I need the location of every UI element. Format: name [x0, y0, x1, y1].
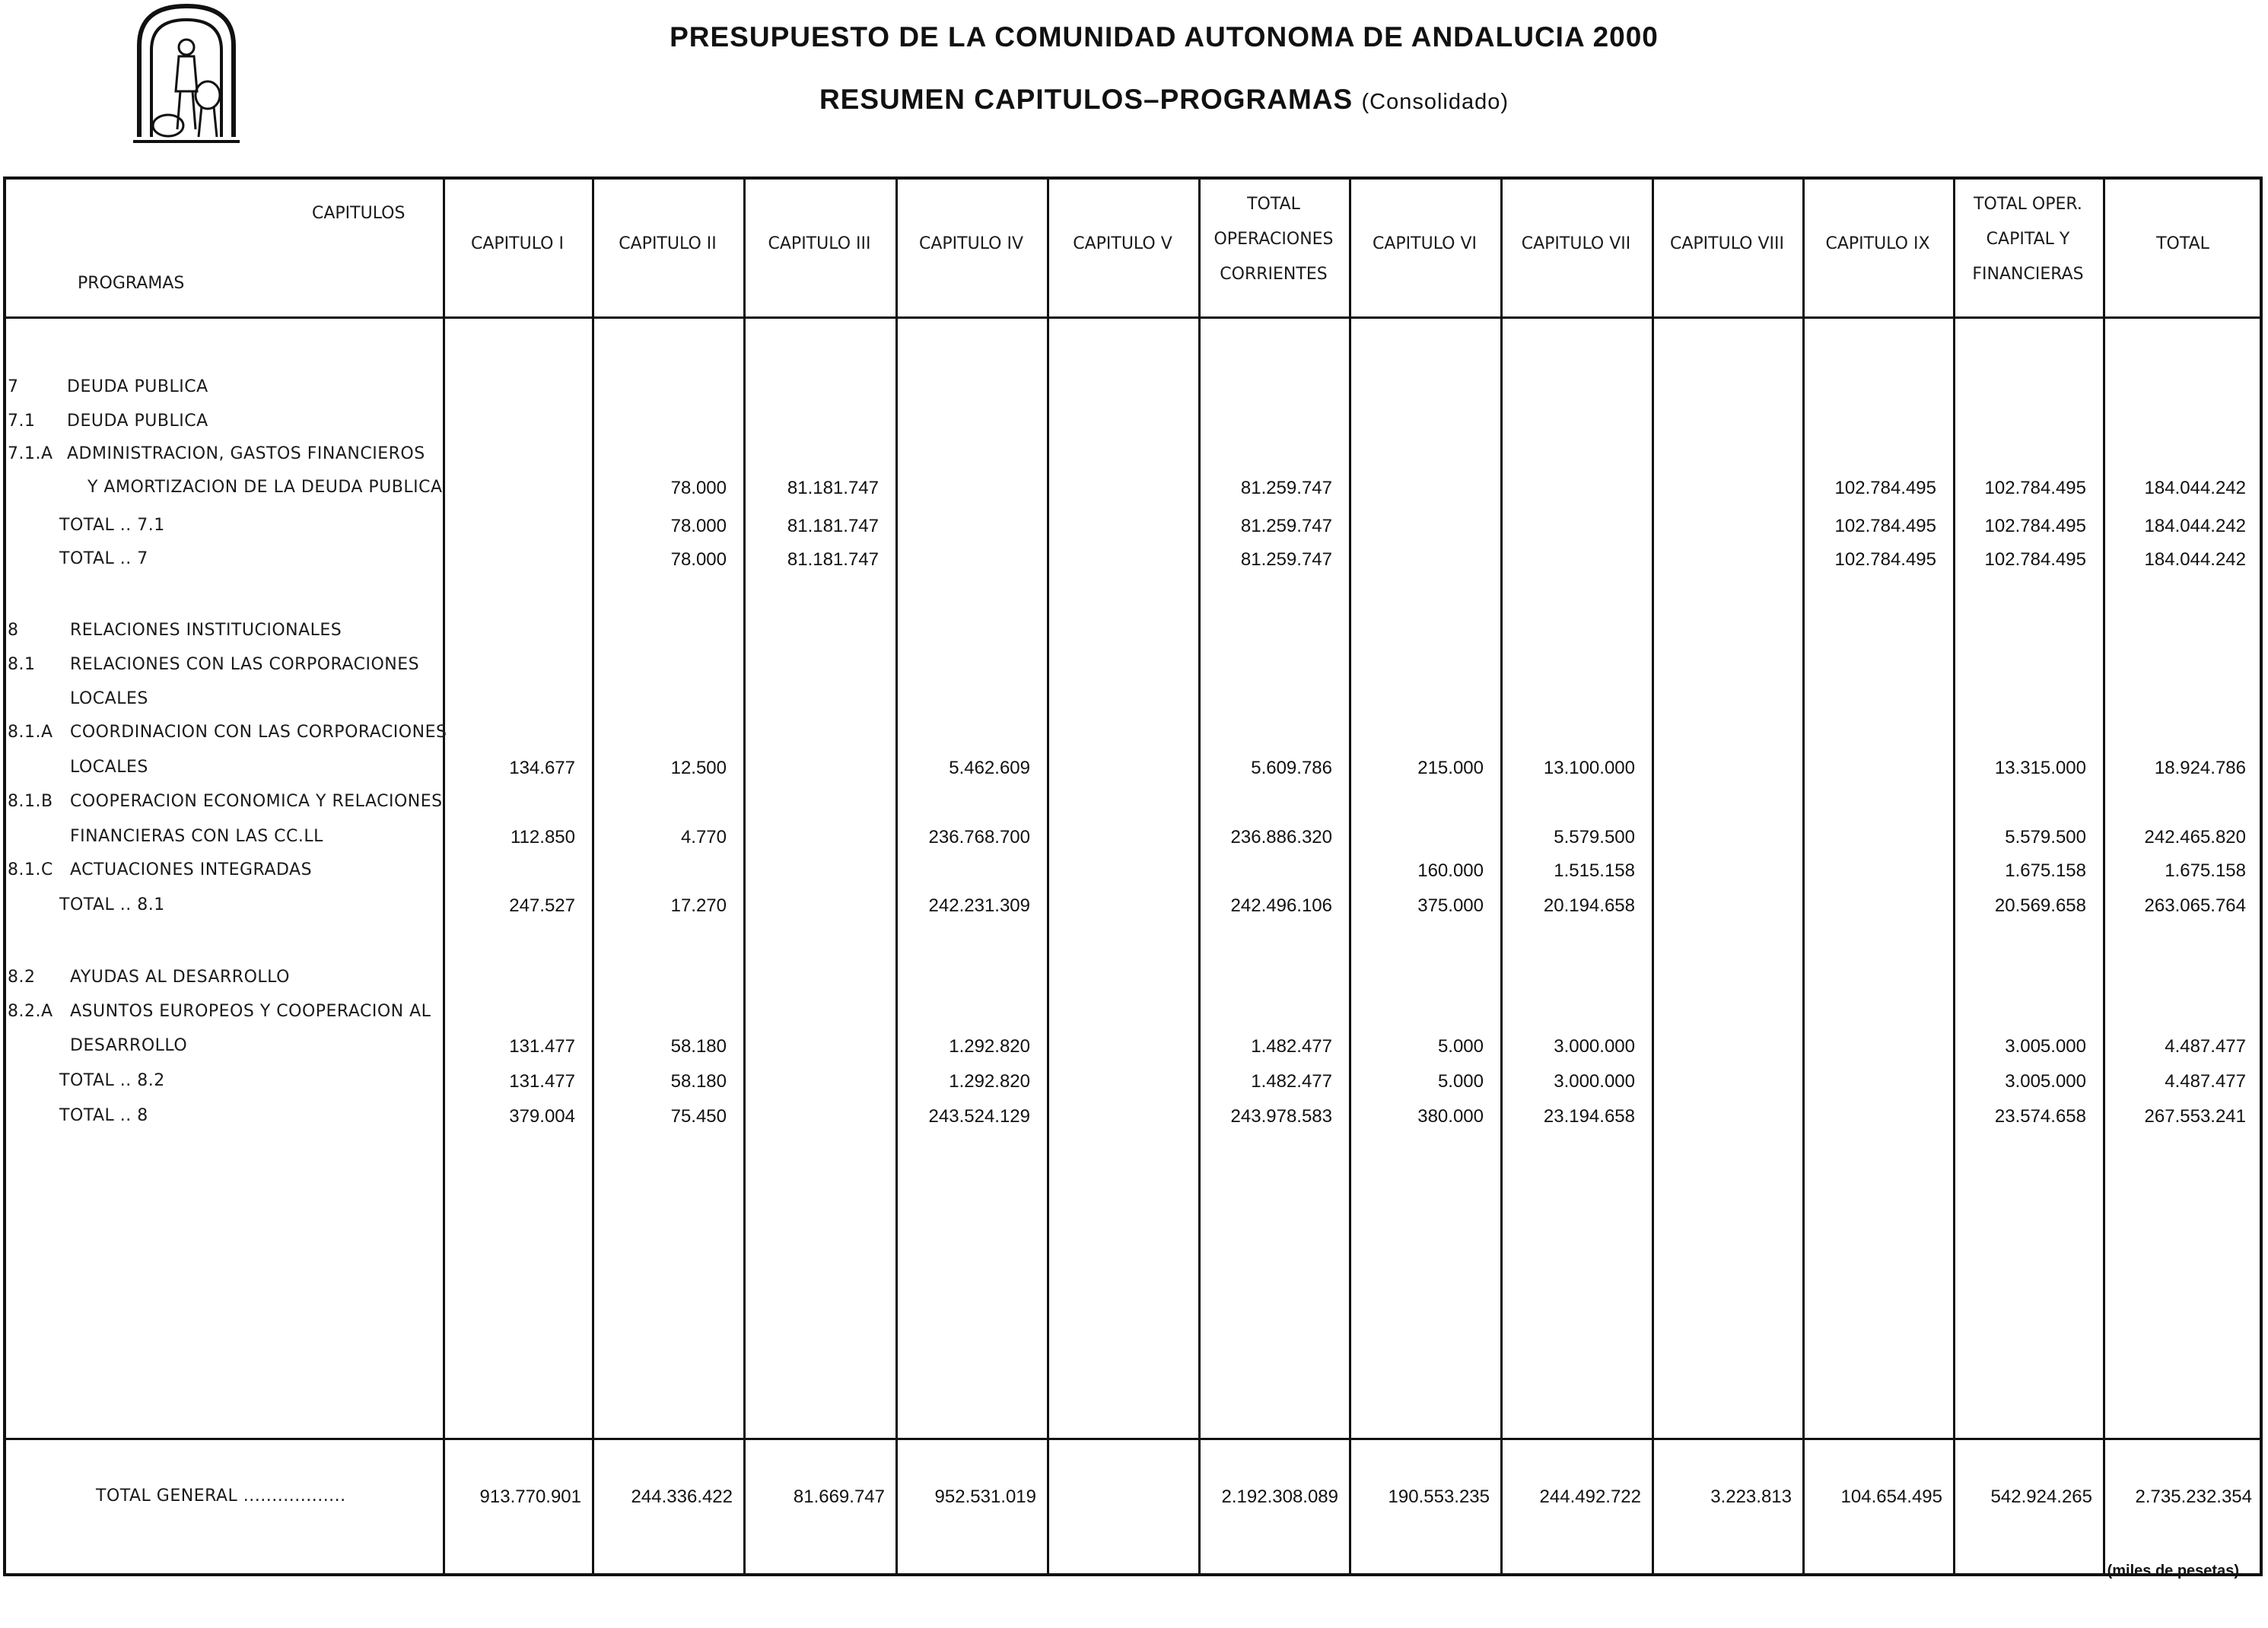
table-row [0, 621, 2268, 651]
total-cell-value: 3.223.813 [1710, 1487, 1792, 1507]
currency-note: (miles de pesetas) [2107, 1563, 2239, 1579]
column-header [1349, 227, 1500, 262]
row-label: RELACIONES CON LAS CORPORACIONES [70, 655, 420, 674]
cell-value: 23.194.658 [1543, 1106, 1635, 1127]
total-cell-value: 2.735.232.354 [2135, 1487, 2252, 1507]
row-label: DEUDA PUBLICA [67, 377, 208, 396]
page-subtitle [0, 84, 2268, 116]
column-header [743, 227, 895, 262]
cell-value: 23.574.658 [1994, 1106, 2086, 1127]
table-row [0, 895, 2268, 926]
cell-value: 263.065.764 [2144, 895, 2246, 916]
row-label: LOCALES [70, 689, 148, 708]
total-cell-value: 81.669.747 [793, 1487, 885, 1507]
row-code: 8.1.B [8, 792, 53, 811]
column-header [592, 227, 743, 262]
cell-value: 102.784.495 [1984, 478, 2086, 498]
row-label: COORDINACION CON LAS CORPORACIONES [70, 723, 447, 742]
cell-value: 102.784.495 [1984, 516, 2086, 536]
cell-value: 247.527 [509, 895, 575, 916]
cell-value: 1.482.477 [1251, 1071, 1332, 1092]
cell-value: 1.292.820 [949, 1071, 1030, 1092]
cell-value: 102.784.495 [1984, 549, 2086, 570]
cell-value: 1.675.158 [2005, 860, 2086, 881]
row-code: 8.1 [8, 655, 36, 674]
total-cell-value: 104.654.495 [1840, 1487, 1942, 1507]
table-row [0, 516, 2268, 546]
row-label: RELACIONES INSTITUCIONALES [70, 621, 342, 640]
cell-value: 267.553.241 [2144, 1106, 2246, 1127]
cell-value: 78.000 [670, 549, 727, 570]
column-header-line: CAPITULO VII [1521, 234, 1631, 253]
row-label: DESARROLLO [70, 1036, 188, 1055]
column-header-line: CORRIENTES [1220, 265, 1328, 284]
subtitle-note: (Consolidado) [1361, 90, 1509, 114]
cell-value: 1.675.158 [2165, 860, 2246, 881]
cell-value: 102.784.495 [1834, 478, 1936, 498]
cell-value: 3.005.000 [2005, 1036, 2086, 1057]
cell-value: 3.000.000 [1554, 1071, 1635, 1092]
column-header [2103, 227, 2263, 262]
column-header-line: CAPITULO I [471, 234, 564, 253]
cell-value: 4.487.477 [2165, 1071, 2246, 1092]
cell-value: 78.000 [670, 478, 727, 498]
table-row [0, 1106, 2268, 1137]
cell-value: 5.579.500 [1554, 827, 1635, 847]
cell-value: 13.315.000 [1994, 758, 2086, 778]
total-cell-value: 190.553.235 [1388, 1487, 1490, 1507]
column-header-line: FINANCIERAS [1972, 265, 2084, 284]
cell-value: 20.194.658 [1543, 895, 1635, 916]
table-row [0, 758, 2268, 788]
column-header [1652, 227, 1802, 262]
row-label: ASUNTOS EUROPEOS Y COOPERACION AL [70, 1002, 431, 1021]
cell-value: 5.579.500 [2005, 827, 2086, 847]
table-row [0, 723, 2268, 753]
column-header-line: CAPITULO VI [1372, 234, 1478, 253]
cell-value: 243.978.583 [1230, 1106, 1332, 1127]
row-code: 7.1.A [8, 444, 53, 463]
row-label: TOTAL .. 7.1 [59, 516, 165, 535]
cell-value: 4.487.477 [2165, 1036, 2246, 1057]
total-cell-value: 244.336.422 [631, 1487, 733, 1507]
table-row [0, 792, 2268, 822]
column-header-line: CAPITULO VIII [1669, 234, 1784, 253]
cell-value: 4.770 [680, 827, 727, 847]
cell-value: 17.270 [670, 895, 727, 916]
cell-value: 380.000 [1417, 1106, 1484, 1127]
cell-value: 13.100.000 [1543, 758, 1635, 778]
column-header [895, 227, 1047, 262]
cell-value: 134.677 [509, 758, 575, 778]
column-header-line: TOTAL OPER. [1974, 195, 2082, 214]
column-header-line: CAPITULO IX [1825, 234, 1930, 253]
cell-value: 81.259.747 [1240, 516, 1332, 536]
cell-value: 5.462.609 [949, 758, 1030, 778]
cell-value: 81.259.747 [1240, 478, 1332, 498]
cell-value: 236.768.700 [928, 827, 1030, 847]
cell-value: 243.524.129 [928, 1106, 1030, 1127]
row-code: 7 [8, 377, 19, 396]
column-header [1198, 187, 1349, 292]
column-header-line: CAPITAL Y [1986, 230, 2070, 249]
cell-value: 81.259.747 [1240, 549, 1332, 570]
column-header-line: CAPITULO III [768, 234, 871, 253]
column-header [1953, 187, 2103, 292]
cell-value: 20.569.658 [1994, 895, 2086, 916]
cell-value: 242.496.106 [1230, 895, 1332, 916]
row-label: TOTAL .. 8.2 [59, 1071, 165, 1090]
cell-value: 1.515.158 [1554, 860, 1635, 881]
table-row [0, 478, 2268, 508]
cell-value: 242.231.309 [928, 895, 1030, 916]
column-header [1047, 227, 1198, 262]
corner-header-programas: PROGRAMAS [78, 274, 185, 293]
column-header [443, 227, 592, 262]
cell-value: 5.000 [1437, 1071, 1484, 1092]
row-code: 8.1.A [8, 723, 53, 742]
column-header-line: CAPITULO IV [918, 234, 1024, 253]
cell-value: 5.609.786 [1251, 758, 1332, 778]
table-row [0, 968, 2268, 998]
row-code: 8 [8, 621, 19, 640]
total-cell-value: 542.924.265 [1990, 1487, 2092, 1507]
cell-value: 81.181.747 [787, 549, 879, 570]
cell-value: 102.784.495 [1834, 516, 1936, 536]
column-header-line: TOTAL [2156, 234, 2209, 253]
cell-value: 12.500 [670, 758, 727, 778]
total-cell-value: 2.192.308.089 [1221, 1487, 1338, 1507]
row-label: TOTAL .. 8.1 [59, 895, 165, 914]
column-header-line: CAPITULO V [1073, 234, 1172, 253]
cell-value: 131.477 [509, 1071, 575, 1092]
row-label: LOCALES [70, 758, 148, 777]
cell-value: 184.044.242 [2144, 549, 2246, 570]
total-general-label: TOTAL GENERAL .................. [96, 1487, 346, 1506]
row-label: ADMINISTRACION, GASTOS FINANCIEROS [67, 444, 425, 463]
cell-value: 81.181.747 [787, 516, 879, 536]
row-divider [3, 1438, 2263, 1440]
cell-value: 131.477 [509, 1036, 575, 1057]
row-label: AYUDAS AL DESARROLLO [70, 968, 290, 987]
column-header [1500, 227, 1652, 262]
row-code: 8.2 [8, 968, 36, 987]
row-label: FINANCIERAS CON LAS CC.LL [70, 827, 323, 846]
table-row [0, 1002, 2268, 1032]
cell-value: 58.180 [670, 1036, 727, 1057]
row-code: 8.2.A [8, 1002, 53, 1021]
table-row [0, 1071, 2268, 1102]
row-code: 7.1 [8, 412, 36, 431]
table-row [0, 1036, 2268, 1067]
cell-value: 3.000.000 [1554, 1036, 1635, 1057]
table-row [0, 412, 2268, 442]
cell-value: 375.000 [1417, 895, 1484, 916]
cell-value: 58.180 [670, 1071, 727, 1092]
column-header [1802, 227, 1953, 262]
corner-header-capitulos: CAPITULOS [312, 204, 406, 223]
cell-value: 3.005.000 [2005, 1071, 2086, 1092]
row-label: COOPERACION ECONOMICA Y RELACIONES [70, 792, 443, 811]
total-cell-value: 913.770.901 [479, 1487, 581, 1507]
row-divider [3, 316, 2263, 319]
table-row [0, 655, 2268, 685]
table-row [0, 549, 2268, 580]
column-header-line: CAPITULO II [619, 234, 717, 253]
total-cell-value: 244.492.722 [1539, 1487, 1641, 1507]
cell-value: 184.044.242 [2144, 516, 2246, 536]
cell-value: 379.004 [509, 1106, 575, 1127]
row-label: TOTAL .. 7 [59, 549, 148, 568]
cell-value: 215.000 [1417, 758, 1484, 778]
page-title: PRESUPUESTO DE LA COMUNIDAD AUTONOMA DE ANDALUCIA 2000 [670, 21, 1659, 52]
table-row [0, 1487, 2268, 1517]
table-row [0, 860, 2268, 891]
row-label: ACTUACIONES INTEGRADAS [70, 860, 313, 879]
cell-value: 81.181.747 [787, 478, 879, 498]
cell-value: 112.850 [511, 827, 575, 847]
cell-value: 102.784.495 [1834, 549, 1936, 570]
cell-value: 1.292.820 [949, 1036, 1030, 1057]
row-label: TOTAL .. 8 [59, 1106, 148, 1125]
cell-value: 184.044.242 [2144, 478, 2246, 498]
cell-value: 242.465.820 [2144, 827, 2246, 847]
cell-value: 18.924.786 [2154, 758, 2246, 778]
column-header-line: TOTAL [1247, 195, 1300, 214]
row-label: Y AMORTIZACION DE LA DEUDA PUBLICA [87, 478, 443, 497]
cell-value: 236.886.320 [1230, 827, 1332, 847]
table-row [0, 827, 2268, 857]
cell-value: 78.000 [670, 516, 727, 536]
cell-value: 1.482.477 [1251, 1036, 1332, 1057]
total-cell-value: 952.531.019 [934, 1487, 1036, 1507]
cell-value: 75.450 [670, 1106, 727, 1127]
table-row [0, 444, 2268, 475]
subtitle-text: RESUMEN CAPITULOS–PROGRAMAS [819, 84, 1353, 115]
row-code: 8.1.C [8, 860, 53, 879]
cell-value: 5.000 [1437, 1036, 1484, 1057]
table-row [0, 689, 2268, 720]
table-row [0, 377, 2268, 408]
row-label: DEUDA PUBLICA [67, 412, 208, 431]
cell-value: 160.000 [1417, 860, 1484, 881]
column-header-line: OPERACIONES [1214, 230, 1334, 249]
